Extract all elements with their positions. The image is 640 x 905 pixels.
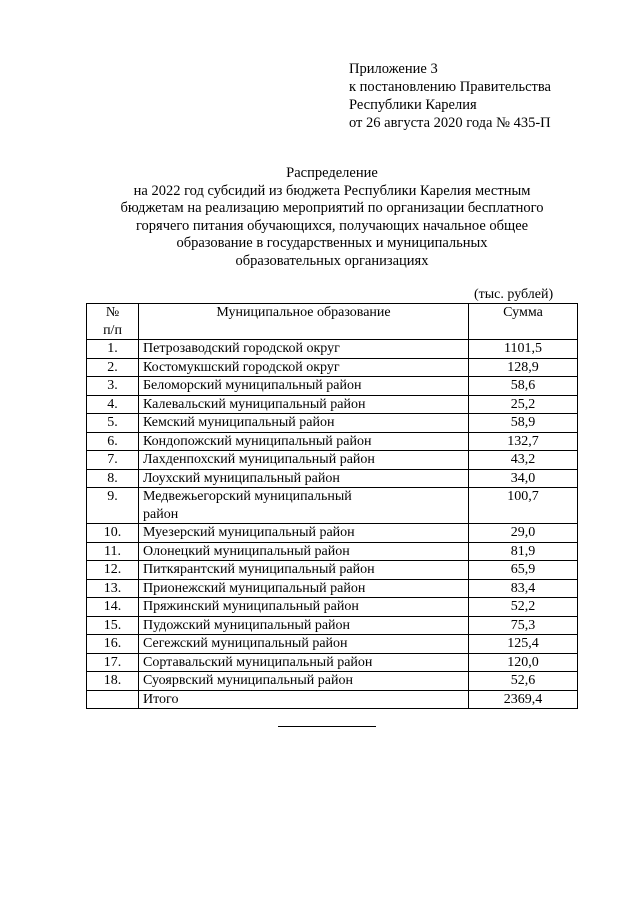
- table-row: [87, 542, 578, 561]
- row-name-line: район: [143, 506, 179, 522]
- row-sum: 81,9: [469, 542, 578, 561]
- row-num: 17.: [87, 653, 139, 672]
- row-name: Петрозаводский городской округ: [139, 340, 469, 359]
- table-row: [87, 635, 578, 654]
- title-line: Распределение: [286, 165, 378, 181]
- row-name: Пудожский муниципальный район: [139, 616, 469, 635]
- row-num: 16.: [87, 635, 139, 654]
- row-name: Сортавальский муниципальный район: [139, 653, 469, 672]
- total-num: [87, 690, 139, 709]
- table-row: [87, 488, 578, 524]
- row-sum: 100,7: [469, 488, 578, 524]
- header-num-line: №: [105, 305, 120, 320]
- table-row: [87, 395, 578, 414]
- table-row: [87, 653, 578, 672]
- row-sum: 29,0: [469, 524, 578, 543]
- row-name: Лахденпохский муниципальный район: [139, 451, 469, 470]
- annex-line: от 26 августа 2020 года № 435-П: [349, 115, 551, 131]
- annex-line: к постановлению Правительства: [349, 79, 551, 95]
- header-sum: Сумма: [469, 304, 578, 340]
- row-num: 13.: [87, 579, 139, 598]
- row-sum: 43,2: [469, 451, 578, 470]
- row-num: 10.: [87, 524, 139, 543]
- row-name: Сегежский муниципальный район: [139, 635, 469, 654]
- table-row: [87, 469, 578, 488]
- total-label: Итого: [139, 690, 469, 709]
- row-sum: 58,9: [469, 414, 578, 433]
- row-sum: 58,6: [469, 377, 578, 396]
- table-row: [87, 524, 578, 543]
- table-header-row: [87, 304, 578, 340]
- row-name: Кемский муниципальный район: [139, 414, 469, 433]
- table-row: [87, 414, 578, 433]
- row-name: Беломорский муниципальный район: [139, 377, 469, 396]
- table-row: [87, 672, 578, 691]
- title-line: бюджетам на реализацию мероприятий по организации бесплатного: [120, 200, 544, 216]
- row-num: 2.: [87, 358, 139, 377]
- row-sum: 52,2: [469, 598, 578, 617]
- row-num: 3.: [87, 377, 139, 396]
- table-row: [87, 358, 578, 377]
- row-sum: 25,2: [469, 395, 578, 414]
- row-num: 5.: [87, 414, 139, 433]
- row-name: Калевальский муниципальный район: [139, 395, 469, 414]
- row-sum: 1101,5: [469, 340, 578, 359]
- row-num: 6.: [87, 432, 139, 451]
- row-num: 14.: [87, 598, 139, 617]
- header-num: [87, 304, 139, 340]
- row-name: Прионежский муниципальный район: [139, 579, 469, 598]
- title-line: образовательных организациях: [235, 252, 429, 269]
- row-name: Муезерский муниципальный район: [139, 524, 469, 543]
- row-num: 9.: [87, 488, 139, 524]
- row-name: Пряжинский муниципальный район: [139, 598, 469, 617]
- row-name: Питкярантский муниципальный район: [139, 561, 469, 580]
- total-row: [87, 690, 578, 709]
- table-row: [87, 340, 578, 359]
- row-name: Олонецкий муниципальный район: [139, 542, 469, 561]
- row-num: 15.: [87, 616, 139, 635]
- row-sum: 34,0: [469, 469, 578, 488]
- row-name: Лоухский муниципальный район: [139, 469, 469, 488]
- table-row: [87, 598, 578, 617]
- row-num: 18.: [87, 672, 139, 691]
- row-num: 8.: [87, 469, 139, 488]
- closing-divider: [278, 726, 376, 727]
- annex-header: [349, 60, 551, 132]
- annex-line: Приложение 3: [349, 61, 438, 77]
- row-name: Костомукшский городской округ: [139, 358, 469, 377]
- row-sum: 83,4: [469, 579, 578, 598]
- row-num: 12.: [87, 561, 139, 580]
- row-sum: 75,3: [469, 616, 578, 635]
- annex-line: Республики Карелия: [349, 97, 477, 113]
- table-row: [87, 432, 578, 451]
- units-label: (тыс. рублей): [474, 287, 554, 302]
- row-sum: 128,9: [469, 358, 578, 377]
- table-row: [87, 377, 578, 396]
- row-sum: 52,6: [469, 672, 578, 691]
- header-name: Муниципальное образование: [139, 304, 469, 340]
- table-row: [87, 579, 578, 598]
- row-name: [139, 488, 469, 524]
- title-line: горячего питания обучающихся, получающих начальное общее: [135, 217, 529, 234]
- table-row: [87, 561, 578, 580]
- table-row: [87, 451, 578, 470]
- table-row: [87, 616, 578, 635]
- row-num: 7.: [87, 451, 139, 470]
- row-num: 4.: [87, 395, 139, 414]
- row-name: Суоярвский муниципальный район: [139, 672, 469, 691]
- total-sum: 2369,4: [469, 690, 578, 709]
- row-name-line: Медвежьегорский муниципальный: [143, 489, 352, 504]
- row-num: 11.: [87, 542, 139, 561]
- row-sum: 65,9: [469, 561, 578, 580]
- row-num: 1.: [87, 340, 139, 359]
- header-num-line: п/п: [103, 322, 122, 338]
- row-sum: 120,0: [469, 653, 578, 672]
- row-sum: 125,4: [469, 635, 578, 654]
- document-title: [85, 165, 579, 270]
- title-line: на 2022 год субсидий из бюджета Республики Карелия местным: [133, 182, 531, 199]
- row-sum: 132,7: [469, 432, 578, 451]
- allocation-table: [86, 303, 578, 709]
- row-name: Кондопожский муниципальный район: [139, 432, 469, 451]
- title-line: образование в государственных и муниципальных: [176, 235, 488, 251]
